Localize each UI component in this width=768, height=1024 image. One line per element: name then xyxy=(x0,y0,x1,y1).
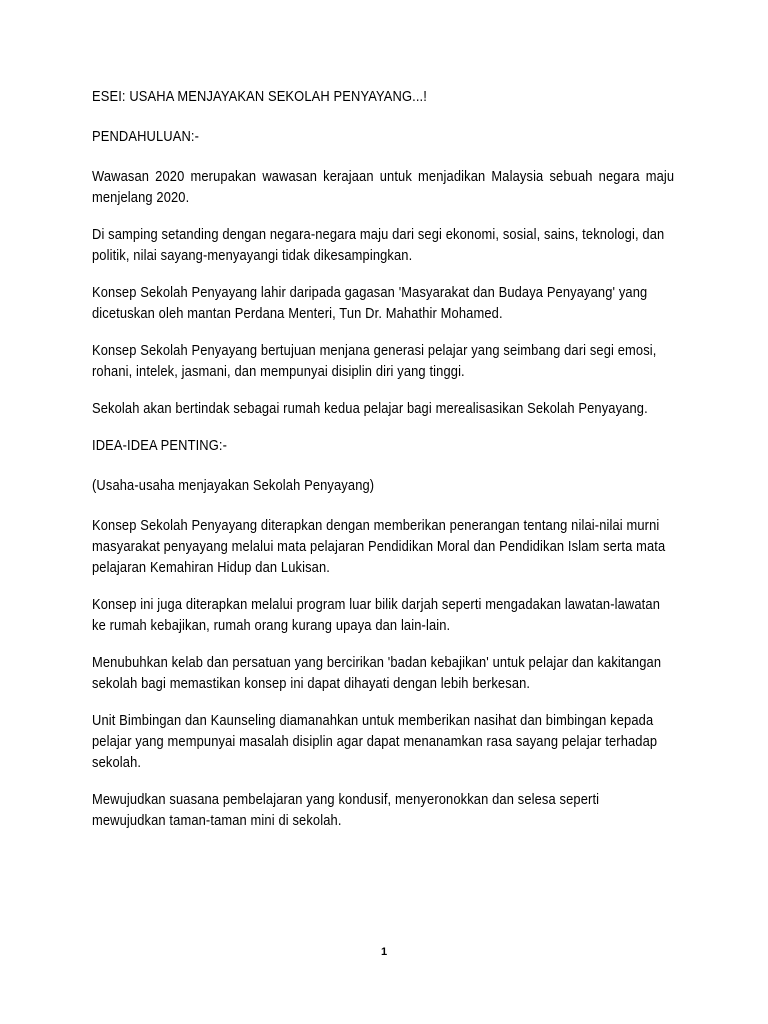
intro-paragraph: Konsep Sekolah Penyayang bertujuan menjana generasi pelajar yang seimbang dari segi emosi, rohani, intelek, jasmani, dan mempunyai disiplin diri yang tinggi. xyxy=(92,342,657,380)
section-heading-ideas: IDEA-IDEA PENTING:- xyxy=(92,437,228,454)
document-body xyxy=(92,86,674,847)
intro-paragraph: Sekolah akan bertindak sebagai rumah kedua pelajar bagi merealisasikan Sekolah Penyayang. xyxy=(92,400,648,417)
intro-paragraph: Di samping setanding dengan negara-negara maju dari segi ekonomi, sosial, sains, teknologi, dan politik, nilai sayang-menyayangi tidak dikesampingkan. xyxy=(92,226,665,264)
idea-paragraph: Mewujudkan suasana pembelajaran yang kondusif, menyeronokkan dan selesa seperti mewujudkan taman-taman mini di sekolah. xyxy=(92,791,600,829)
idea-paragraph: Konsep Sekolah Penyayang diterapkan dengan memberikan penerangan tentang nilai-nilai murni masyarakat penyayang melalui mata pelajaran Pendidikan Moral dan Pendidikan Islam serta mata pelajaran Kemahiran Hidup dan Lukisan. xyxy=(92,517,666,576)
essay-title: ESEI: USAHA MENJAYAKAN SEKOLAH PENYAYANG...! xyxy=(92,88,427,105)
idea-paragraph: Konsep ini juga diterapkan melalui program luar bilik darjah seperti mengadakan lawatan-lawatan ke rumah kebajikan, rumah orang kurang upaya dan lain-lain. xyxy=(92,596,661,634)
idea-paragraph: Unit Bimbingan dan Kaunseling diamanahkan untuk memberikan nasihat dan bimbingan kepada pelajar yang mempunyai masalah disiplin agar dapat menanamkan rasa sayang pelajar terhadap sekolah. xyxy=(92,712,658,771)
section-heading-intro: PENDAHULUAN:- xyxy=(92,128,200,145)
idea-paragraph: Menubuhkan kelab dan persatuan yang bercirikan 'badan kebajikan' untuk pelajar dan kakitangan sekolah bagi memastikan konsep ini dapat dihayati dengan lebih berkesan. xyxy=(92,654,662,692)
page-number: 1 xyxy=(380,946,388,958)
intro-paragraph: Konsep Sekolah Penyayang lahir daripada gagasan 'Masyarakat dan Budaya Penyayang' yang dicetuskan oleh mantan Perdana Menteri, Tun Dr. Mahathir Mohamed. xyxy=(92,284,648,322)
intro-paragraph: Wawasan 2020 merupakan wawasan kerajaan untuk menjadikan Malaysia sebuah negara maju menjelang 2020. xyxy=(92,168,675,206)
ideas-subtitle: (Usaha-usaha menjayakan Sekolah Penyayang) xyxy=(92,477,375,494)
